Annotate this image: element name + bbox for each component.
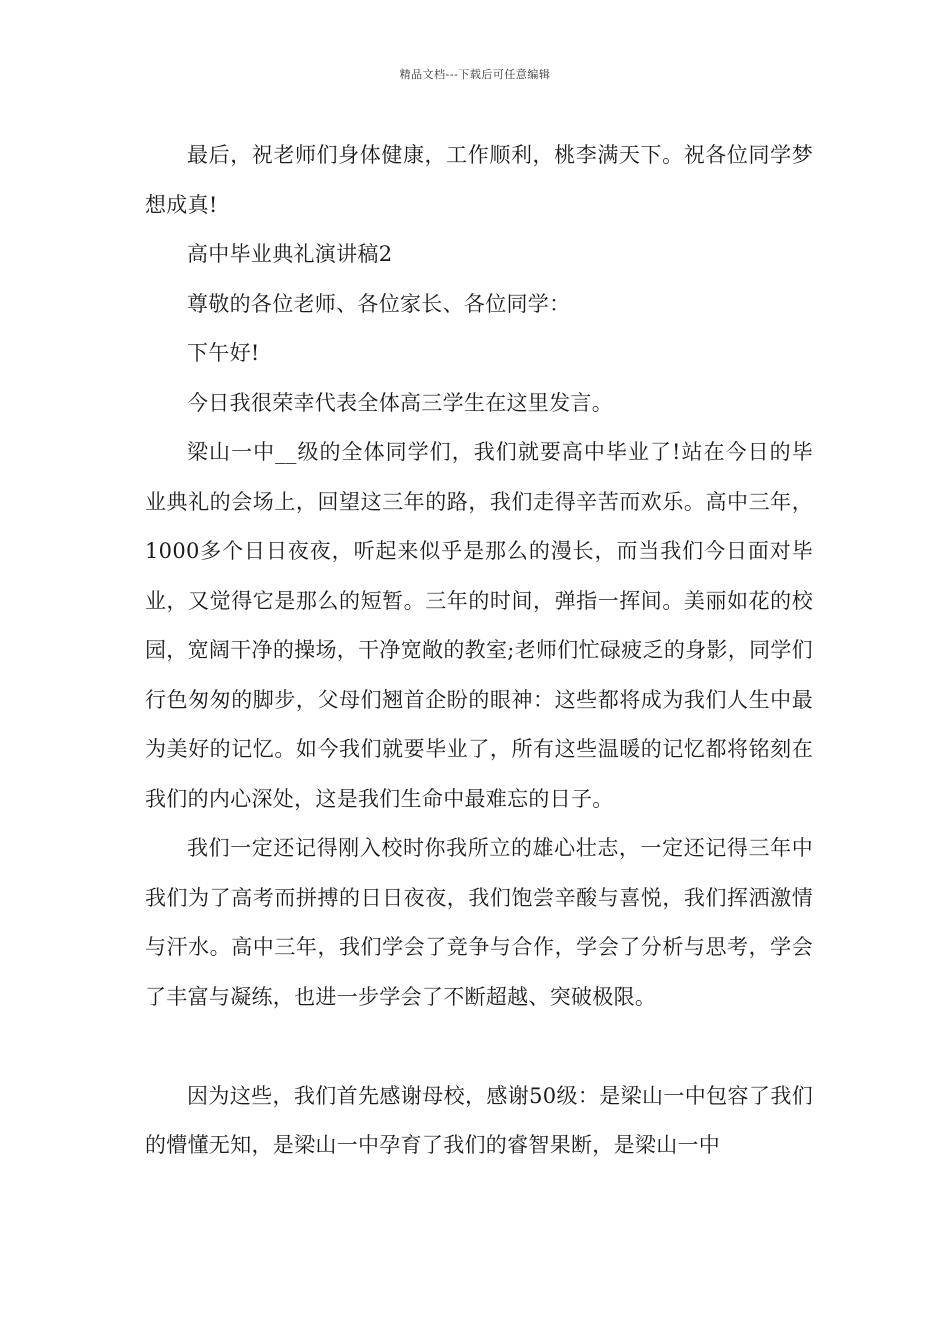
- paragraph-struggles: 我们一定还记得刚入校时你我所立的雄心壮志，一定还记得三年中我们为了高考而拼搏的日日夜夜，我们饱尝辛酸与喜悦，我们挥洒激情与汗水。高中三年，我们学会了竞争与合作，学会了分析与思考，学会了丰富与凝练，也进一步学会了不断超越、突破极限。: [145, 836, 813, 1009]
- page-header: 精品文档---下载后可任意编辑: [399, 68, 551, 81]
- paragraph-intro: 今日我很荣幸代表全体高三学生在这里发言。: [187, 390, 613, 415]
- paragraph-memories: 梁山一中__级的全体同学们，我们就要高中毕业了!站在今日的毕业典礼的会场上，回望这三年的路，我们走得辛苦而欢乐。高中三年，1000多个日日夜夜，听起来似乎是那么的漫长，而当我们今日面对毕业，又觉得它是那么的短暂。三年的时间，弹指一挥间。美丽如花的校园，宽阔干净的操场，干净宽敞的教室;老师们忙碌疲乏的身影，同学们行色匆匆的脚步，父母们翘首企盼的眼神：这些都将成为我们人生中最为美好的记忆。如今我们就要毕业了，所有这些温暖的记忆都将铭刻在我们的内心深处，这是我们生命中最难忘的日子。: [145, 440, 813, 811]
- paragraph-gratitude: 因为这些，我们首先感谢母校，感谢50级：是梁山一中包容了我们的懵懂无知，是梁山一中孕育了我们的睿智果断，是梁山一中: [145, 1083, 813, 1157]
- paragraph-closing-wishes: 最后，祝老师们身体健康，工作顺利，桃李满天下。祝各位同学梦想成真!: [145, 143, 813, 217]
- paragraph-salutation: 尊敬的各位老师、各位家长、各位同学：: [187, 291, 571, 316]
- speech-title: 高中毕业典礼演讲稿2: [187, 242, 393, 266]
- document-body: [145, 131, 813, 1171]
- paragraph-greeting: 下午好!: [187, 341, 260, 365]
